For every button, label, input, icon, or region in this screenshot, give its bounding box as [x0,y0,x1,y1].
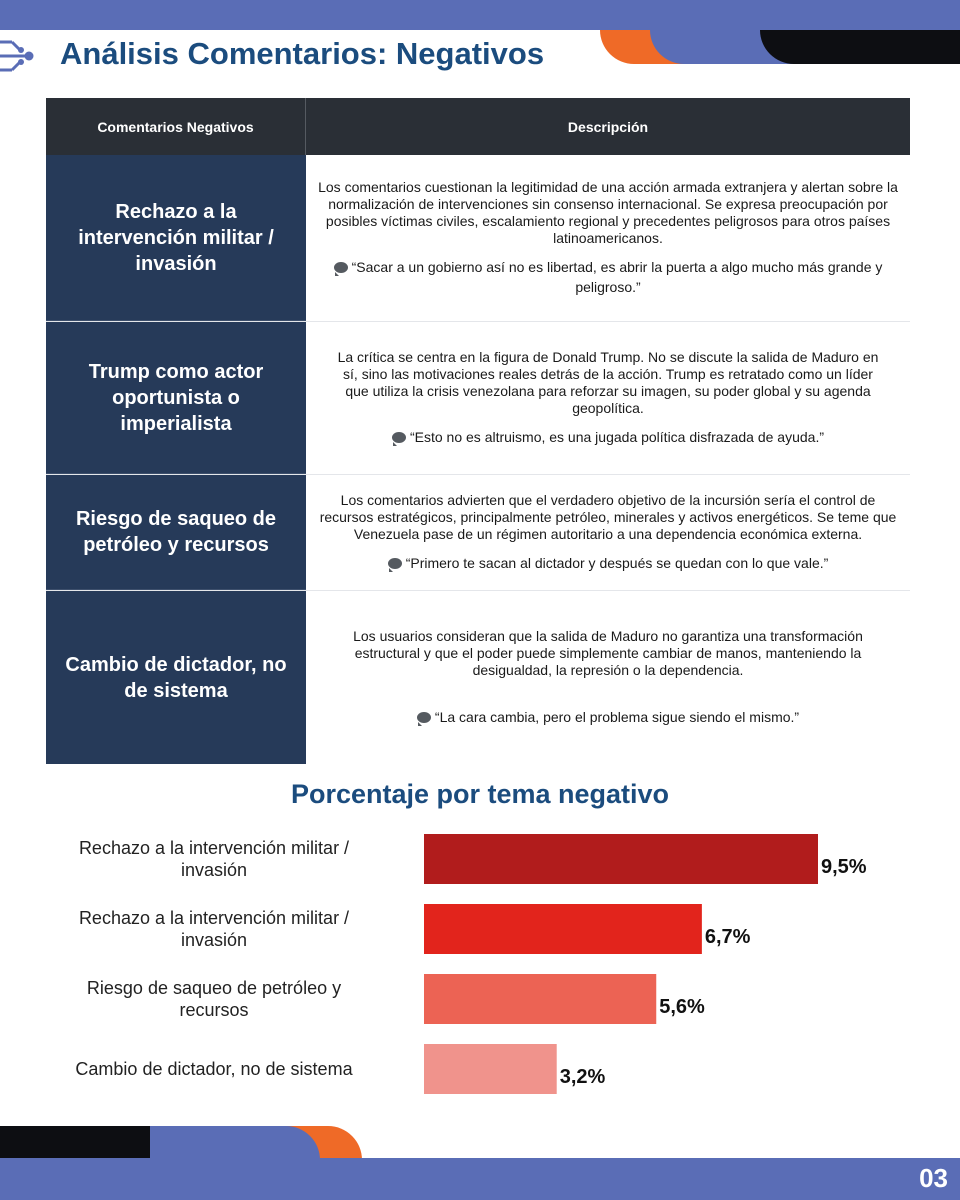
page-number: 03 [919,1163,948,1193]
chart-bar [424,974,656,1024]
row-quote: “Sacar a un gobierno así no es libertad, es abrir la puerta a algo mucho más grande y peligroso.” [351,259,883,295]
top-decor-band [0,0,960,30]
table-row [46,155,910,322]
row-description-cell [306,155,910,321]
chart-bar [424,1044,557,1094]
chart-title: Porcentaje por tema negativo [290,779,670,809]
row-quote: “Primero te sacan al dictador y después se quedan con lo que vale.” [405,555,829,571]
table-row [46,591,910,764]
row-quote: “La cara cambia, pero el problema sigue siendo el mismo.” [434,709,800,725]
row-quote-line [312,257,904,297]
footer-band [0,1158,960,1200]
row-category: Riesgo de saqueo de petróleo y recursos [46,475,306,590]
table-header [46,98,910,155]
chart-value-label: 3,2% [559,1066,606,1088]
row-category: Cambio de dictador, no de sistema [46,591,306,764]
top-decor-black [760,30,960,64]
chart-value-label: 9,5% [821,856,867,878]
chart-value-label: 6,7% [704,926,751,948]
row-description-cell [306,322,910,474]
column-header-category: Comentarios Negativos [46,98,306,155]
row-category: Rechazo a la intervención militar / invasión [46,155,306,321]
row-quote: “Esto no es altruismo, es una jugada política disfrazada de ayuda.” [409,429,825,445]
chart-bar [424,904,702,954]
chart-bar [424,834,818,884]
row-description: La crítica se centra en la figura de Donald Trump. No se discute la salida de Maduro en sí, sino las motivaciones reales detrás de la acción. Trump es retratado como un líder que utiliza la crisis venezolana para reforzar su imagen, su poder global y su agenda geopolítica. [337,349,879,416]
speech-bubble-icon [392,432,406,443]
row-category: Trump como actor oportunista o imperialista [46,322,306,474]
column-header-description: Descripción [567,118,649,135]
chart-category-label: Rechazo a la intervención militar / invasión [78,908,350,950]
speech-bubble-icon [388,558,402,569]
chart-category-label: Riesgo de saqueo de petróleo y recursos [86,978,342,1020]
row-description-cell [306,475,910,590]
row-description-cell [306,591,910,764]
bar-chart [0,820,960,1110]
page-title: Análisis Comentarios: Negativos [60,36,545,71]
row-description: Los comentarios advierten que el verdadero objetivo de la incursión sería el control de recursos estratégicos, principalmente petróleo, minerales y activos energéticos. Se teme que Venezuela pase de un régimen autoritario a una dependencia económica externa. [319,492,897,542]
chart-category-label: Cambio de dictador, no de sistema [75,1059,353,1079]
speech-bubble-icon [334,262,348,273]
speech-bubble-icon [417,712,431,723]
row-description: Los comentarios cuestionan la legitimidad de una acción armada extranjera y alertan sobre la normalización de intervenciones sin consenso internacional. Se expresa preocupación por posibles víctimas civiles, escalamiento regional y precedentes peligrosos para otros países latinoamericanos. [318,179,898,246]
row-quote-line [388,553,829,573]
table-row [46,322,910,475]
chart-value-label: 5,6% [659,996,705,1018]
comments-table [46,98,910,764]
chart-category-label: Rechazo a la intervención militar / invasión [78,838,350,880]
row-description: Los usuarios consideran que la salida de Maduro no garantiza una transformación estructural y que el poder puede simplemente cambiar de manos, manteniendo la desigualdad, la represión o la dependencia. [353,628,863,678]
row-quote-line [392,427,824,447]
circuit-icon [0,32,36,80]
row-quote-line [417,707,799,727]
table-row [46,475,910,591]
